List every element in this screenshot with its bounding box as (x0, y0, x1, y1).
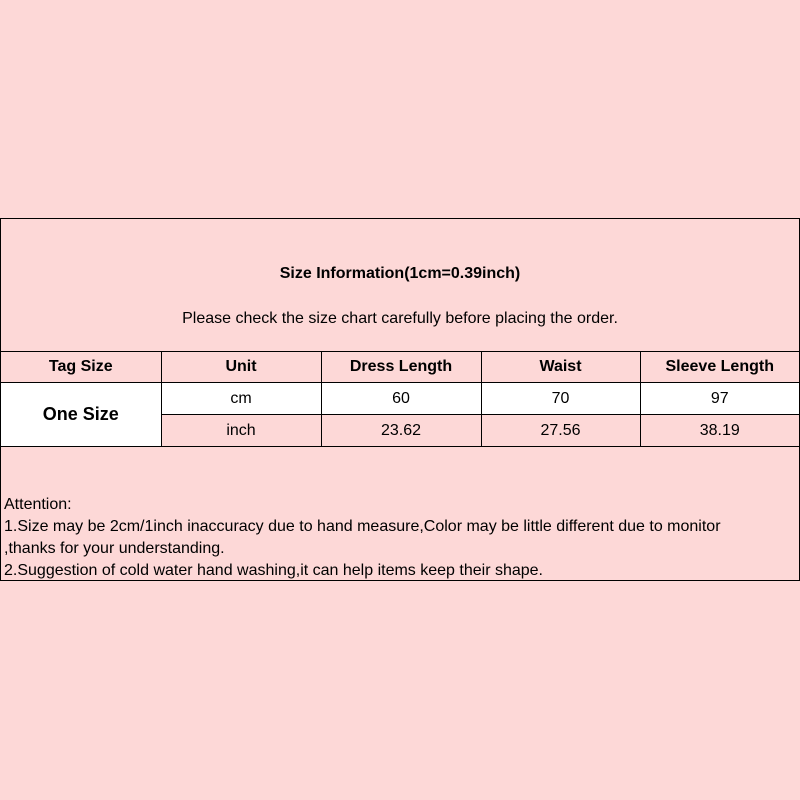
size-info-subtitle: Please check the size chart carefully before placing the order. (182, 310, 618, 327)
attention-notes (4, 494, 721, 582)
size-info-title: Size Information(1cm=0.39inch) (279, 265, 521, 282)
attention-line-1: 1.Size may be 2cm/1inch inaccuracy due to hand measure,Color may be little different due to monitor (4, 518, 721, 535)
waist-cell: 27.56 (481, 415, 640, 447)
size-info-header (1, 219, 799, 352)
sleeve-length-cell: 38.19 (640, 415, 799, 447)
unit-cell: cm (161, 383, 321, 415)
waist-cell: 70 (481, 383, 640, 415)
dress-length-cell: 23.62 (321, 415, 481, 447)
dress-length-cell: 60 (321, 383, 481, 415)
table-row (1, 383, 799, 415)
size-table (1, 351, 799, 447)
attention-line-3: 2.Suggestion of cold water hand washing,it can help items keep their shape. (4, 562, 543, 579)
column-header-unit: Unit (161, 351, 321, 383)
column-header-sleeve-length: Sleeve Length (640, 351, 799, 383)
sleeve-length-cell: 97 (640, 383, 799, 415)
unit-cell: inch (161, 415, 321, 447)
attention-line-2: ,thanks for your understanding. (4, 540, 225, 557)
size-chart-sheet (0, 218, 800, 581)
column-header-dress-length: Dress Length (321, 351, 481, 383)
attention-heading: Attention: (4, 496, 72, 513)
table-header-row (1, 351, 799, 383)
tag-size-cell: One Size (1, 383, 161, 447)
column-header-tag-size: Tag Size (1, 351, 161, 383)
column-header-waist: Waist (481, 351, 640, 383)
